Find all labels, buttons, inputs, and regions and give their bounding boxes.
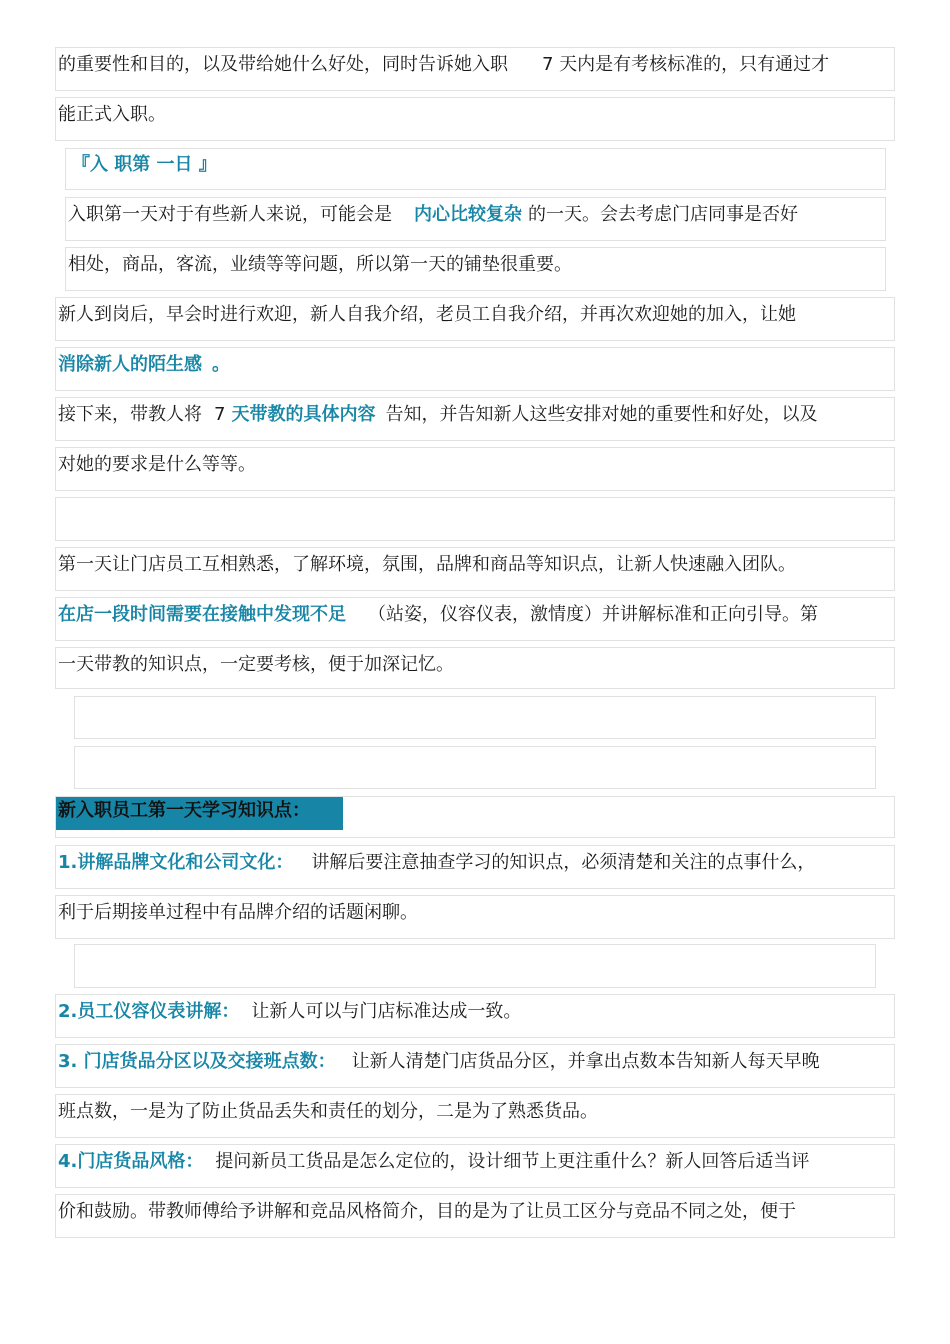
list-item-continued: 班点数，一是为了防止货品丢失和责任的划分，二是为了熟悉货品。 — [58, 1101, 598, 1122]
row-frame — [74, 696, 876, 739]
row-frame — [74, 746, 876, 789]
text-run: 7 — [214, 404, 226, 425]
item-heading: 3. 门店货品分区以及交接班点数： — [58, 1051, 336, 1072]
row-frame — [55, 497, 895, 541]
intro-text: 的重要性和目的，以及带给她什么好处，同时告诉她入职 — [58, 54, 508, 75]
list-item — [58, 850, 815, 876]
paragraph-line — [68, 202, 798, 228]
paragraph-line: 第一天让门店员工互相熟悉，了解环境，氛围，品牌和商品等知识点，让新人快速融入团队。 — [58, 554, 796, 575]
item-text: 提问新员工货品是怎么定位的，设计细节上更注重什么？新人回答后适当评 — [215, 1151, 810, 1172]
section-heading: 『入 职第 一日 』 — [72, 154, 217, 175]
list-item — [58, 999, 521, 1025]
highlight-text: 在店一段时间需要在接触中发现不足 — [58, 604, 346, 625]
paragraph-line: 对她的要求是什么等等。 — [58, 454, 256, 475]
text-run: 。 — [212, 354, 230, 375]
list-item-continued: 价和鼓励。带教师傅给予讲解和竞品风格简介，目的是为了让员工区分与竞品不同之处，便于 — [58, 1201, 796, 1222]
intro-text: 7 天内是有考核标准的，只有通过才 — [542, 54, 830, 75]
intro-line-1 — [58, 52, 829, 78]
item-text: 讲解后要注意抽查学习的知识点，必须清楚和关注的点事什么， — [311, 852, 816, 873]
paragraph-line: 一天带教的知识点，一定要考核，便于加深记忆。 — [58, 654, 454, 675]
text-run: （站姿，仪容仪表，激情度）并讲解标准和正向引导。第 — [368, 604, 818, 625]
paragraph-line — [58, 402, 817, 428]
intro-line-2: 能正式入职。 — [58, 104, 166, 125]
highlight-text: 消除新人的陌生感 — [58, 354, 202, 375]
paragraph-line — [58, 602, 818, 628]
text-run: 的一天。会去考虑门店同事是否好 — [528, 204, 798, 225]
text-run: 接下来，带教人将 — [58, 404, 202, 425]
text-run: 告知，并告知新人这些安排对她的重要性和好处，以及 — [385, 404, 818, 425]
item-heading: 2.员工仪容仪表讲解： — [58, 1001, 240, 1022]
row-frame — [74, 944, 876, 988]
item-heading: 1.讲解品牌文化和公司文化： — [58, 852, 294, 873]
knowledge-title: 新入职员工第一天学习知识点： — [58, 800, 310, 821]
item-heading: 4.门店货品风格： — [58, 1151, 204, 1172]
paragraph-line: 新人到岗后，早会时进行欢迎，新人自我介绍，老员工自我介绍，并再次欢迎她的加入，让她 — [58, 304, 796, 325]
item-text: 让新人可以与门店标准达成一致。 — [251, 1001, 522, 1022]
item-text: 让新人清楚门店货品分区，并拿出点数本告知新人每天早晚 — [351, 1051, 820, 1072]
text-run: 入职第一天对于有些新人来说，可能会是 — [68, 204, 392, 225]
list-item — [58, 1149, 809, 1175]
paragraph-line: 相处，商品，客流，业绩等等问题，所以第一天的铺垫很重要。 — [68, 254, 572, 275]
paragraph-line — [58, 352, 230, 378]
highlight-text: 天带教的具体内容 — [231, 404, 376, 425]
list-item — [58, 1049, 820, 1075]
list-item-continued: 利于后期接单过程中有品牌介绍的话题闲聊。 — [58, 902, 418, 923]
row-frame — [55, 97, 895, 141]
highlight-text: 内心比较复杂 — [414, 204, 522, 225]
